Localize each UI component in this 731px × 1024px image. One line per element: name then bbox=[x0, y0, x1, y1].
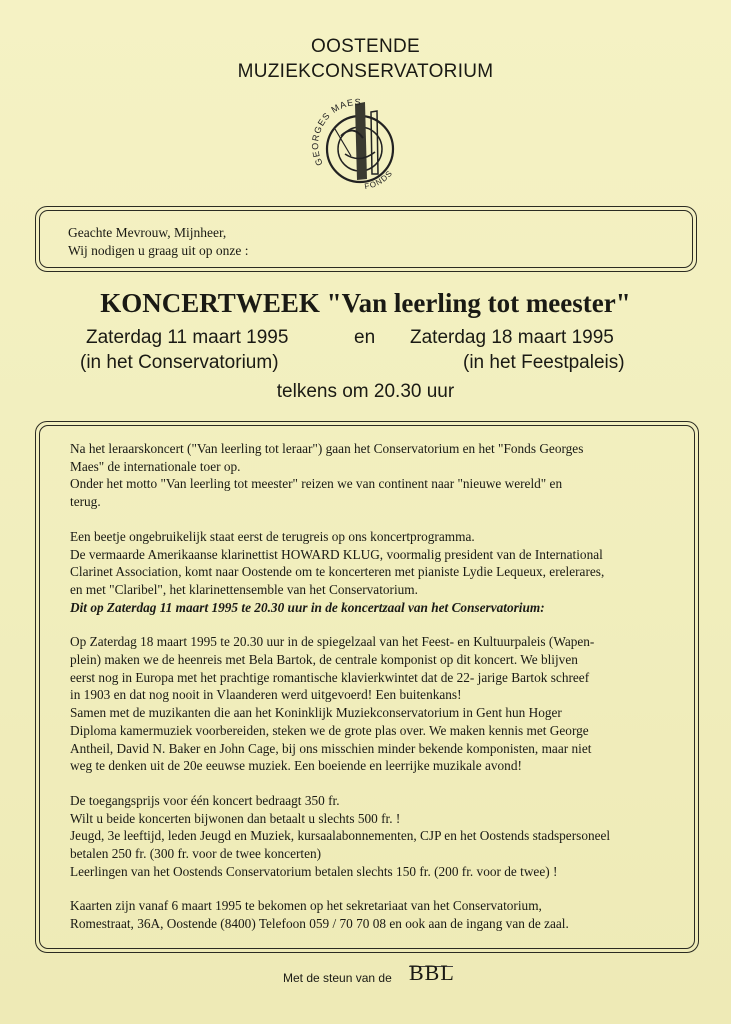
text-line: Dit op Zaterdag 11 maart 1995 te 20.30 uur in de koncertzaal van het Conservatorium: bbox=[70, 599, 545, 615]
sponsor-label: Met de steun van de bbox=[283, 971, 392, 985]
paragraph-intro bbox=[70, 440, 682, 511]
text-line: Na het leraarskoncert ("Van leerling tot leraar") gaan het Conservatorium en het "Fonds Georges bbox=[70, 441, 584, 456]
paragraph-prices bbox=[70, 792, 682, 881]
text-line: Jeugd, 3e leeftijd, leden Jeugd en Muziek, kursaalabonnementen, CJP en het Oostends stadspersoneel bbox=[70, 828, 611, 844]
logo-text-top: GEORGES MAES bbox=[310, 97, 362, 168]
details-text bbox=[70, 440, 682, 950]
text-line: Leerlingen van het Oostends Conservatorium betalen slechts 150 fr. (200 fr. voor de twee) ! bbox=[70, 863, 558, 879]
text-line: Wilt u beide koncerten bijwonen dan betaalt u slechts 500 fr. ! bbox=[70, 810, 401, 826]
text-line: Samen met de muzikanten die aan het Koninklijk Muziekconservatorium in Gent hun Hoger bbox=[70, 705, 562, 721]
svg-text:FONDS bbox=[364, 168, 395, 191]
header bbox=[0, 34, 731, 84]
paragraph-first-concert bbox=[70, 528, 682, 617]
text-line: Clarinet Association, komt naar Oostende om te koncerteren met pianiste Lydie Lequeux, erelerares, bbox=[70, 564, 605, 580]
text-line: in 1903 en dat nog nooit in Vlaanderen werd uitgevoerd! Een buitenkans! bbox=[70, 687, 462, 703]
text-line: De vermaarde Amerikaanse klarinettist HOWARD KLUG, voormalig president van de International bbox=[70, 546, 603, 562]
header-city: OOSTENDE bbox=[310, 36, 421, 57]
paragraph-second-concert bbox=[70, 633, 682, 775]
text-line: betalen 250 fr. (300 fr. voor de twee koncerten) bbox=[70, 846, 322, 862]
date-connector: en bbox=[354, 327, 376, 348]
georges-maes-fonds-logo bbox=[305, 94, 415, 194]
venue-first: (in het Conservatorium) bbox=[80, 352, 279, 373]
paragraph-tickets bbox=[70, 897, 682, 932]
date-first: Zaterdag 11 maart 1995 bbox=[86, 327, 289, 348]
text-line: en met "Claribel", het klarinettensemble van het Conservatorium. bbox=[70, 581, 418, 597]
date-second: Zaterdag 18 maart 1995 bbox=[410, 327, 614, 348]
svg-text:GEORGES MAES bbox=[310, 97, 361, 167]
text-line: Kaarten zijn vanaf 6 maart 1995 te bekomen op het sekretariaat van het Conservatorium, bbox=[70, 898, 542, 914]
text-line: Diploma kamermuziek voorbereiden, steken we de grote plas over. We maken kennis met George bbox=[70, 722, 589, 738]
text-line: De toegangsprijs voor één koncert bedraagt 350 fr. bbox=[70, 792, 340, 808]
event-dates bbox=[80, 327, 680, 377]
text-line: eerst nog in Europa met het prachtige romantische klavierkwintet dat de 22- jarige Bartok schreef bbox=[70, 669, 590, 685]
greeting bbox=[68, 224, 249, 260]
text-line: weg te denken uit de 20e eeuwse muziek. Een boeiende en leerrijke muzikale avond! bbox=[70, 758, 522, 774]
text-line: Romestraat, 36A, Oostende (8400) Telefoon 059 / 70 70 08 en ook aan de ingang van de zaal. bbox=[70, 916, 569, 932]
text-line: Onder het motto "Van leerling tot meester" reizen we van continent naar "nieuwe wereld" en bbox=[70, 476, 563, 492]
text-line: Een beetje ongebruikelijk staat eerst de terugreis op ons koncertprogramma. bbox=[70, 528, 475, 544]
text-line: plein) maken we de heenreis met Bela Bartok, de centrale komponist op dit koncert. We blijven bbox=[70, 652, 578, 668]
text-line: terug. bbox=[70, 494, 101, 510]
text-line: Antheil, David N. Baker en John Cage, bij ons misschien minder bekende komponisten, maar niet bbox=[70, 740, 592, 756]
header-institution: MUZIEKCONSERVATORIUM bbox=[237, 61, 494, 82]
greeting-invitation: Wij nodigen u graag uit op onze : bbox=[68, 243, 249, 258]
bbl-logo: BBL bbox=[409, 960, 455, 985]
venue-second: (in het Feestpaleis) bbox=[463, 352, 625, 373]
event-time: telkens om 20.30 uur bbox=[276, 381, 455, 402]
logo-text-bottom: FONDS bbox=[363, 168, 395, 192]
text-line: Maes" de internationale toer op. bbox=[70, 458, 241, 474]
greeting-salutation: Geachte Mevrouw, Mijnheer, bbox=[68, 225, 227, 240]
text-line: Op Zaterdag 18 maart 1995 te 20.30 uur in de spiegelzaal van het Feest- en Kultuurpaleis (Wapen- bbox=[70, 634, 595, 650]
event-title: KONCERTWEEK "Van leerling tot meester" bbox=[100, 288, 631, 318]
